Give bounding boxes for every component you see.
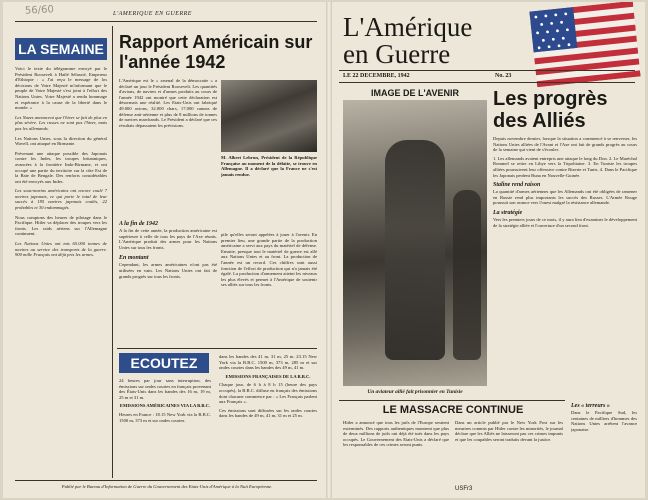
page-fold — [326, 2, 332, 498]
progres-headline: Les progrès des Alliés — [493, 88, 608, 132]
lebrun-caption: M. Albert Lebrun, Président de la République Française au moment de la défaite, se trouve en Allemagne. Il a déclaré que la France ne s'est jamais rendue. — [221, 155, 317, 177]
rapport-col2: pile qu'elles seront appelées à jouer à l'avenir. En premier lieu, une grande partie de la production américaine a servi aux pays du matériel de défense. Ensuite, presque tout le matériel de guerre est allé aux Nations Unies et au front. La production de l'année est un record. Ces chiffres sont aussi fonction de l'effort de production qui n'a jamais été égalé. La production d'armement atteint les niveaux les plus élevés et permet à l'Amérique de soutenir ses alliés sur tous les fronts. — [221, 232, 317, 288]
issue-number: No. 23 — [495, 73, 512, 79]
prisoner-figure — [385, 140, 445, 360]
top-rule — [15, 21, 317, 22]
usfr-code: USFr3 — [455, 486, 473, 492]
issue-date: LE 22 DECEMBRE, 1942 — [343, 73, 410, 79]
american-flag — [529, 2, 640, 87]
ecoutez-col1: 24 heures par jour sans interruption, des émissions sur ondes courtes en français provenant des États-Unis dans les bandes des 16 m, 19 m, 25 m et 31 m. EMISSIONS AMÉRICAINES VIA LA B.B.C. Heures en France : 18.15 New York via la B.B.C. 1500 m, 373 m et sur ondes courtes. — [119, 378, 211, 423]
flag-canton — [529, 7, 577, 52]
semaine-p2: Les Nazes annoncent que l'hiver se fait de plus en plus sévère. Les russes ne sont pas l'hiver, mais pas les allemands. — [15, 114, 107, 131]
image-avenir-heading: IMAGE DE L'AVENIR — [371, 88, 459, 98]
rapport-headline: Rapport Américain sur l'année 1942 — [119, 32, 313, 72]
right-page — [335, 2, 641, 498]
strategie-heading: La stratégie — [493, 209, 523, 216]
rapport-col1: L'Amérique est le « arsenal de la démocratie » a déclaré un jour le Président Roosevelt. Les quantités d'avions, de navires et d'armes produits au cours de l'année 1942 ont montré que cette déclaration est désormais une réalité. Les Etats-Unis ont fabriqué 49.000 avions, 32.000 chars, 17.000 canons de défense anti-aérienne et plus de 8 millions de tonnes de navires marchands. Le Président a déclaré que ces résultats dépassaient les prévisions. — [119, 78, 217, 128]
lebrun-portrait — [221, 80, 317, 152]
la-semaine-column — [15, 66, 107, 456]
masthead-title: L'Amérique en Guerre — [343, 12, 473, 69]
rapport-col1b: A la fin de 1942 A la fin de cette année, la production américaine est supérieure à celle de tous les pays de l'Axe réunis. L'Amérique produit des armes pour les Nations Unies sur tous les fronts. En montant Cependant, les armes américaines n'ont pas été utilisées en vain. Les Nations Unies ont fait de grands progrès sur tous les fronts. — [119, 221, 217, 279]
running-head: L'AMERIQUE EN GUERRE — [113, 11, 192, 17]
column-divider — [112, 26, 113, 478]
semaine-p6: Nous comptons des heures de pilotage dans le Pacifique. Hitler va déplacer des troupes vers les fronts. Les raids aériens sur l'Allemagne continuent. — [15, 214, 107, 237]
soldier-figure — [453, 190, 481, 360]
staline-heading: Staline rend raison — [493, 182, 541, 189]
photo-caption: Un aviateur allié fait prisonnier en Tunisie — [367, 389, 463, 395]
semaine-p4: Prévenant une attaque possible des Japonais contre les Indes, les troupes britanniques, avancées à la frontière Indo-Birmane, et ont occupé une partie du territoire sur la côte Est de la Baie de Bengale. Des renforts considérables ont été envoyés aux Indes. — [15, 150, 107, 184]
la-semaine-header: LA SEMAINE — [15, 38, 107, 60]
ecoutez-col2: dans les bandes des 41 m, 31 m, 25 m. 23.15 New York via la B.B.C. 1500 m, 373 m, 285 m et sur ondes courtes dans les bandes des 49 m, 41 m. EMISSIONS FRANÇAISES DE LA B.B.C. Chaque jour, de 6 h à 8 h 15 (heure des pays occupés), la B.B.C. diffuse en français des émissions dont chacune commence par : « Les Français parlent aux Français ». Ces émissions sont diffusées sur les ondes courtes dans les bandes de 49 m, 41 m, 31 m et 25 m. — [219, 354, 317, 419]
ecoutez-rule — [117, 348, 317, 349]
prisoner-photo — [343, 100, 487, 386]
semaine-lead: Voici le texte du télégramme envoyé par le Président Roosevelt à Haïlé Sélassié, Empereur d'Ethiopie : « J'ai reçu le message de los décisions de Votre Majesté m'informant que le peuple de Votre Majesté s'est joint à l'effort des Nations Unies. Votre Majesté a rendu hommage et espérance à la cause de la liberté dans le monde. » — [15, 66, 107, 111]
terreurs-heading: Les « terreurs » — [571, 403, 610, 409]
massacre-headline: LE MASSACRE CONTINUE — [382, 404, 524, 416]
progres-column: Depuis novembre dernier, lorsque la situation a commencé à se renverser, les Nations Unies alliées de l'Avant et l'Axe ont fait de grands progrès au cours de la semaine qui vient de s'écouler. 1. Les allemands avaient entrepris une attaque le long du Don. 2. Le Maréchal Rommel se retire en Libye vers la Tripolitaine. 3. En Tunisie les troupes alliées poursuivent leur offensive contre Bizerte et Tunis. 4. Dans le Pacifique les Japonais perdent Buna en Nouvelle-Guinée. Staline rend raison La quantité d'armes aériennes que les Allemands ont été obligées de ramener en Russie rend plus importants les succès des Russes. L'Armée Rouge poursuit son avance vers l'ouest malgré la résistance allemande. La stratégie Vers les premiers jours de ce mois, il y aura lieu d'examiner le développement de la stratégie alliée et l'ouverture d'un second front. — [493, 136, 637, 228]
left-page — [9, 2, 321, 498]
masthead-rule-bottom — [339, 82, 635, 83]
terreurs-column: Les « terreurs » Dans le Pacifique Sud, les centaines de milliers d'hommes des Nations Unies arrêtent l'avance japonaise. — [571, 403, 637, 432]
en-montant-heading: En montant — [119, 255, 149, 262]
massacre-rule — [339, 400, 565, 401]
massacre-col2: Dans un article publié par le New York Post sur les meurtres commis par Hitler contre les minorités, le journal déclare que les Alliés ne laisseront pas ces crimes impunis et que les coupables seront traduits devant la justice. — [455, 420, 563, 442]
pencil-mark: 56/60 — [24, 4, 55, 17]
a-la-fin-heading: A la fin de 1942 — [119, 221, 159, 227]
footer-rule — [15, 480, 317, 481]
masthead-rule-top — [339, 70, 635, 71]
ecoutez-header: ECOUTEZ — [119, 353, 209, 373]
semaine-p3: Les Nations Unies, sous la direction du général Wavell, ont attaqué en Birmanie. — [15, 135, 107, 147]
semaine-p7: Les Nations Unies ont mis 65.000 tonnes de navires au service des transports de la guerre. 900 mille Français ont déjà pris les armes. — [15, 241, 107, 258]
newspaper-sheet — [3, 2, 645, 498]
massacre-col1: Hitler a annoncé que tous les juifs de l'Europe seraient exterminés. Des rapports authentiques montrent que plus de deux millions de juifs ont déjà été tués dans les pays occupés. Le Gouvernement des Etats-Unis a déclaré que les responsables de ces crimes seront punis. — [343, 420, 449, 448]
footer-credit: Publié par le Bureau d'Information de Guerre du Gouvernement des Etats-Unis d'Amérique à la Nuit Européenne. — [61, 484, 273, 489]
semaine-p5: Les sous-marins américains ont encore coulé 7 navires japonais, ce qui porte le total de leur succès à 195 navires japonais coulés, 22 probables et 30 endommagés. — [15, 188, 107, 211]
